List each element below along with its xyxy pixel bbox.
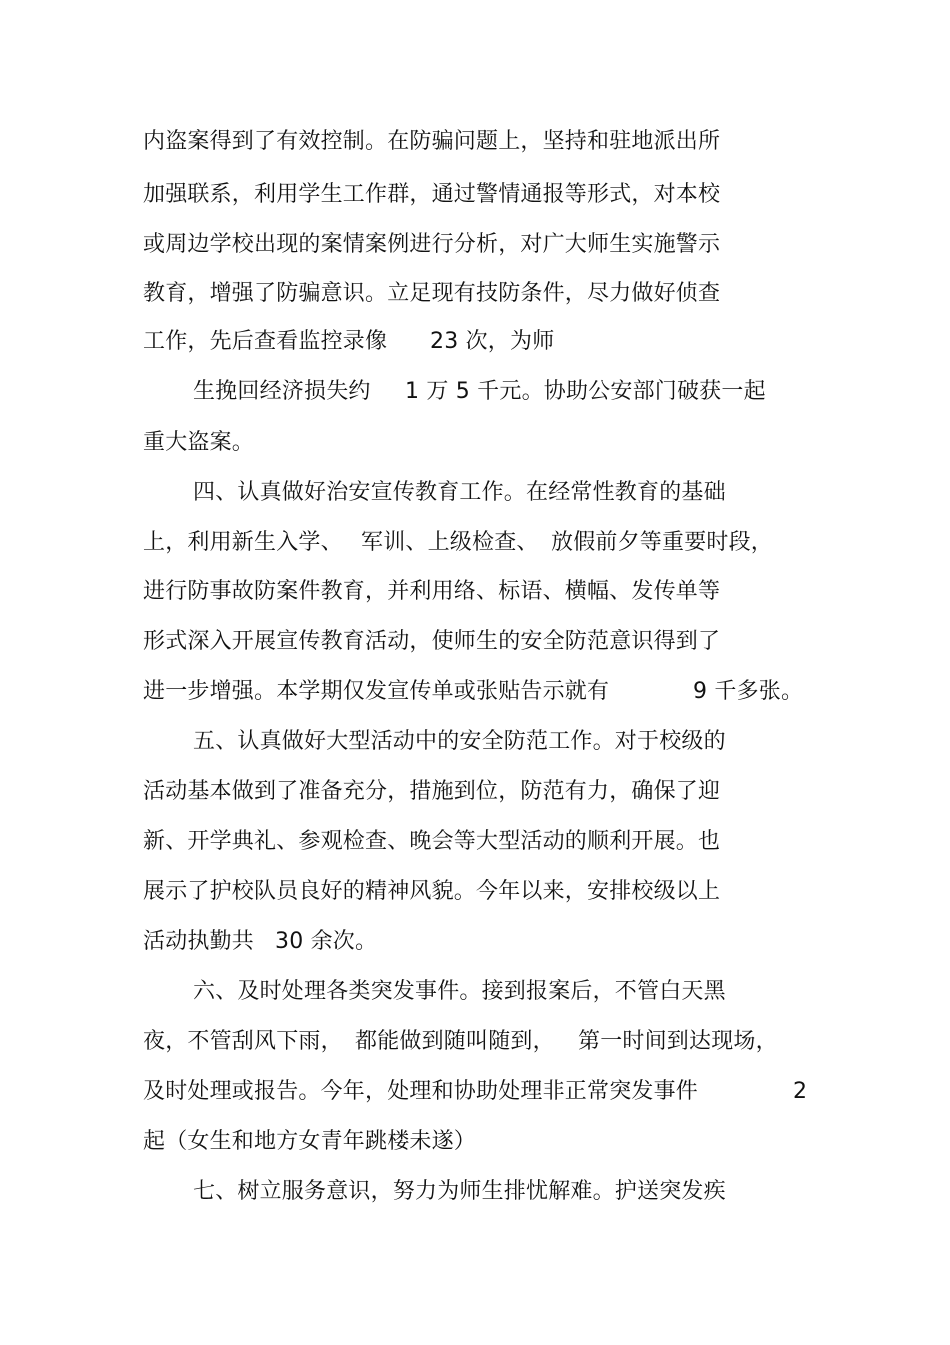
text-line-10: 进行防事故防案件教育，并利用络、标语、横幅、发传单等 (143, 579, 721, 604)
text-line-13: 五、认真做好大型活动中的安全防范工作。对于校级的 (193, 729, 726, 754)
text-line-8: 四、认真做好治安宣传教育工作。在经常性教育的基础 (193, 480, 726, 505)
text-line-9b: 军训、上级检查、 (361, 530, 539, 555)
text-line-11: 形式深入开展宣传教育活动，使师生的安全防范意识得到了 (143, 629, 721, 654)
text-line-6b: 1 万 5 千元。协助公安部门破获一起 (405, 379, 766, 404)
text-line-17a: 活动执勤共 (143, 929, 255, 954)
text-line-20a: 及时处理或报告。今年，处理和协助处理非正常突发事件 (143, 1079, 699, 1104)
text-line-16: 展示了护校队员良好的精神风貌。今年以来，安排校级以上 (143, 879, 721, 904)
text-line-17b: 30 余次。 (275, 929, 378, 954)
text-line-9a: 上，利用新生入学、 (143, 530, 343, 555)
text-line-9c: 放假前夕等重要时段， (551, 530, 774, 555)
text-line-20b: 2 (793, 1079, 808, 1104)
text-line-2: 加强联系，利用学生工作群，通过警情通报等形式，对本校 (143, 182, 721, 207)
text-line-19a: 夜，不管刮风下雨， (143, 1029, 343, 1054)
text-line-3: 或周边学校出现的案情案例进行分析，对广大师生实施警示 (143, 232, 721, 257)
text-line-1: 内盗案得到了有效控制。在防骗问题上，坚持和驻地派出所 (143, 129, 721, 154)
text-line-15: 新、开学典礼、参观检查、晚会等大型活动的顺利开展。也 (143, 829, 721, 854)
text-line-18: 六、及时处理各类突发事件。接到报案后，不管白天黑 (193, 979, 726, 1004)
text-line-5a: 工作，先后查看监控录像 (143, 329, 388, 354)
text-line-12a: 进一步增强。本学期仅发宣传单或张贴告示就有 (143, 679, 610, 704)
text-line-21: 起（女生和地方女青年跳楼未遂） (143, 1129, 477, 1154)
text-line-19b: 都能做到随叫随到， (355, 1029, 555, 1054)
text-line-4: 教育，增强了防骗意识。立足现有技防条件，尽力做好侦查 (143, 281, 721, 306)
text-line-7: 重大盗案。 (143, 430, 255, 455)
text-line-6a: 生挽回经济损失约 (193, 379, 371, 404)
text-line-14: 活动基本做到了准备充分，措施到位，防范有力，确保了迎 (143, 779, 721, 804)
text-line-22: 七、树立服务意识，努力为师生排忧解难。护送突发疾 (193, 1179, 726, 1204)
text-line-5b: 23 次，为师 (430, 329, 555, 354)
text-line-12b: 9 千多张。 (693, 679, 804, 704)
text-line-19c: 第一时间到达现场， (578, 1029, 778, 1054)
